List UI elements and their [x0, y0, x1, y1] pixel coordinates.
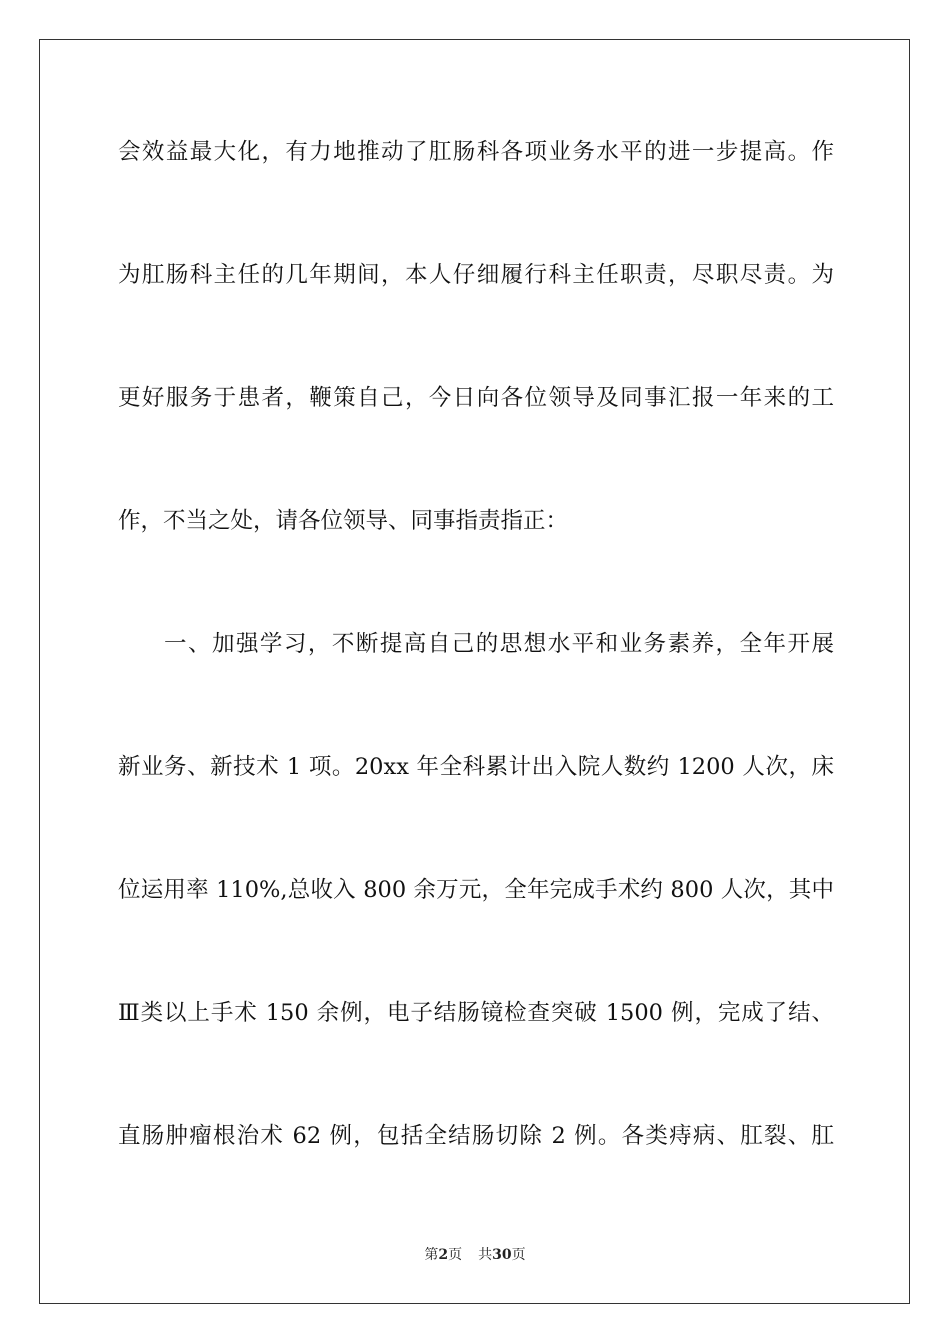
paragraph-line-7: 位运用率 110%,总收入 800 余万元，全年完成手术约 800 人次，其中 — [118, 877, 834, 903]
page-footer — [0, 1246, 950, 1264]
page-prefix: 第 — [424, 1247, 439, 1263]
paragraph-line-2: 为肛肠科主任的几年期间，本人仔细履行科主任职责，尽职尽责。为 — [118, 262, 834, 288]
paragraph-line-3: 更好服务于患者，鞭策自己，今日向各位领导及同事汇报一年来的工 — [118, 385, 834, 411]
page-number: 2 — [438, 1247, 449, 1263]
page-border — [39, 39, 910, 1304]
total-prefix: 共 — [478, 1247, 493, 1263]
paragraph-line-4: 作，不当之处，请各位领导、同事指责指正： — [118, 508, 569, 534]
paragraph-line-5: 一、加强学习，不断提高自己的思想水平和业务素养，全年开展 — [164, 631, 834, 657]
total-suffix: 页 — [511, 1247, 526, 1263]
paragraph-line-9: 直肠肿瘤根治术 62 例，包括全结肠切除 2 例。各类痔病、肛裂、肛 — [118, 1123, 834, 1149]
paragraph-line-6: 新业务、新技术 1 项。20xx 年全科累计出入院人数约 1200 人次，床 — [118, 754, 834, 780]
paragraph-line-1: 会效益最大化，有力地推动了肛肠科各项业务水平的进一步提高。作 — [118, 139, 834, 165]
page-suffix: 页 — [448, 1247, 463, 1263]
total-pages: 30 — [492, 1247, 512, 1263]
paragraph-line-8: Ⅲ类以上手术 150 余例，电子结肠镜检查突破 1500 例，完成了结、 — [118, 1000, 834, 1026]
